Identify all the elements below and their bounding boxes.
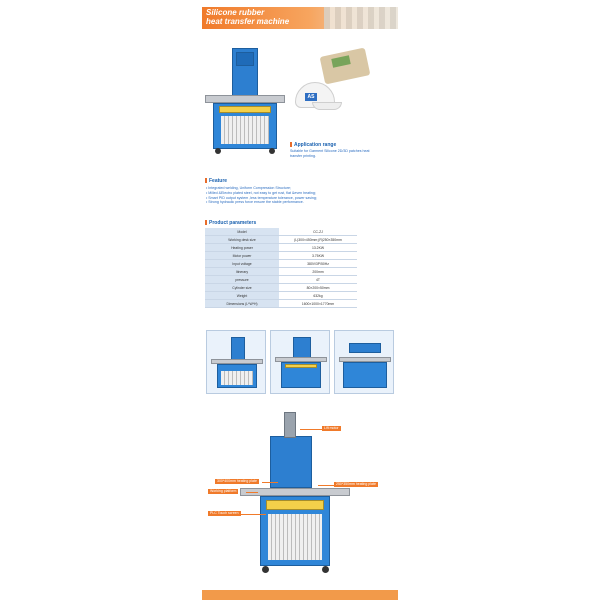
leader-line [300, 429, 322, 430]
header-banner [202, 7, 398, 29]
machine-image-annotated [240, 410, 350, 580]
param-value: 632kg [279, 292, 357, 300]
param-value: CC-ZJ [279, 228, 357, 236]
label-left-mould: 300*400mm heating plate [217, 479, 257, 483]
application-text-line1: Suitable for Garment Silicone 2D/3D patches heat [290, 149, 370, 153]
param-key: Motor power [205, 252, 279, 260]
param-value: 3.75KW [279, 252, 357, 260]
header-product-image [324, 7, 398, 29]
params-heading: Product parameters [205, 220, 256, 226]
param-key: Working desk size [205, 236, 279, 244]
feature-item: • Milled &Electro plated steel, not easy to get rust, flat &even heating; [206, 190, 316, 195]
cap-brim [312, 102, 342, 110]
application-heading: Application range [290, 142, 336, 148]
label-working-platform: Working platform [210, 489, 237, 493]
feature-item: • Smart PID output system ,less temperature tolerance, power saving; [206, 195, 317, 200]
leader-line [262, 482, 278, 483]
param-value: 4T [279, 276, 357, 284]
param-key: Model [205, 228, 279, 236]
param-key: Dimensions (L*W*H) [205, 300, 279, 308]
feature-item: • Strong hydraulic press force ensure the stable performance. [206, 200, 304, 205]
leader-line [318, 485, 334, 486]
leader-line [240, 514, 266, 515]
table-row [205, 252, 357, 260]
label-plc: PLC Touch screen [210, 511, 239, 515]
label-right-mould: 250*350mm heating plate [336, 482, 376, 486]
param-key: Weight [205, 292, 279, 300]
param-value: 13.2KW [279, 244, 357, 252]
param-key: Input voltage [205, 260, 279, 268]
leader-line [246, 492, 258, 493]
table-row [205, 236, 357, 244]
param-value: 1600×1000×1770mm [279, 300, 357, 308]
param-value: 80×200×50mm [279, 284, 357, 292]
param-value: (L)300×450mm;(R)250×350mm [279, 236, 357, 244]
table-row [205, 276, 357, 284]
param-key: pressure [205, 276, 279, 284]
bag-product-photo [320, 48, 371, 85]
param-key: Itinerary [205, 268, 279, 276]
params-table [205, 228, 357, 308]
table-row [205, 228, 357, 236]
feature-heading: Feature [205, 178, 227, 184]
application-text [290, 149, 390, 158]
machine-photo [270, 330, 330, 394]
feature-list [206, 186, 376, 205]
table-row [205, 292, 357, 300]
machine-photo [206, 330, 266, 394]
header-title [206, 8, 289, 26]
param-key: Cylinder size [205, 284, 279, 292]
param-value: 200mm [279, 268, 357, 276]
feature-item: • Integrated welding, Uniform Compression Structure; [206, 186, 291, 190]
machine-image-main [205, 42, 285, 162]
label-lift-motor: Lift motor [324, 426, 339, 430]
footer-bar [202, 590, 398, 600]
header-title-line1: Silicone rubber [206, 8, 265, 17]
header-title-line2: heat transfer machine [206, 17, 290, 26]
table-row [205, 244, 357, 252]
machine-photo [334, 330, 394, 394]
param-key: Heating power [205, 244, 279, 252]
application-text-line2: transfer printing. [290, 153, 316, 158]
table-row [205, 300, 357, 308]
cap-logo: AS [305, 93, 317, 101]
table-row [205, 284, 357, 292]
table-row [205, 260, 357, 268]
param-value: 380V/3P/50Hz [279, 260, 357, 268]
table-row [205, 268, 357, 276]
